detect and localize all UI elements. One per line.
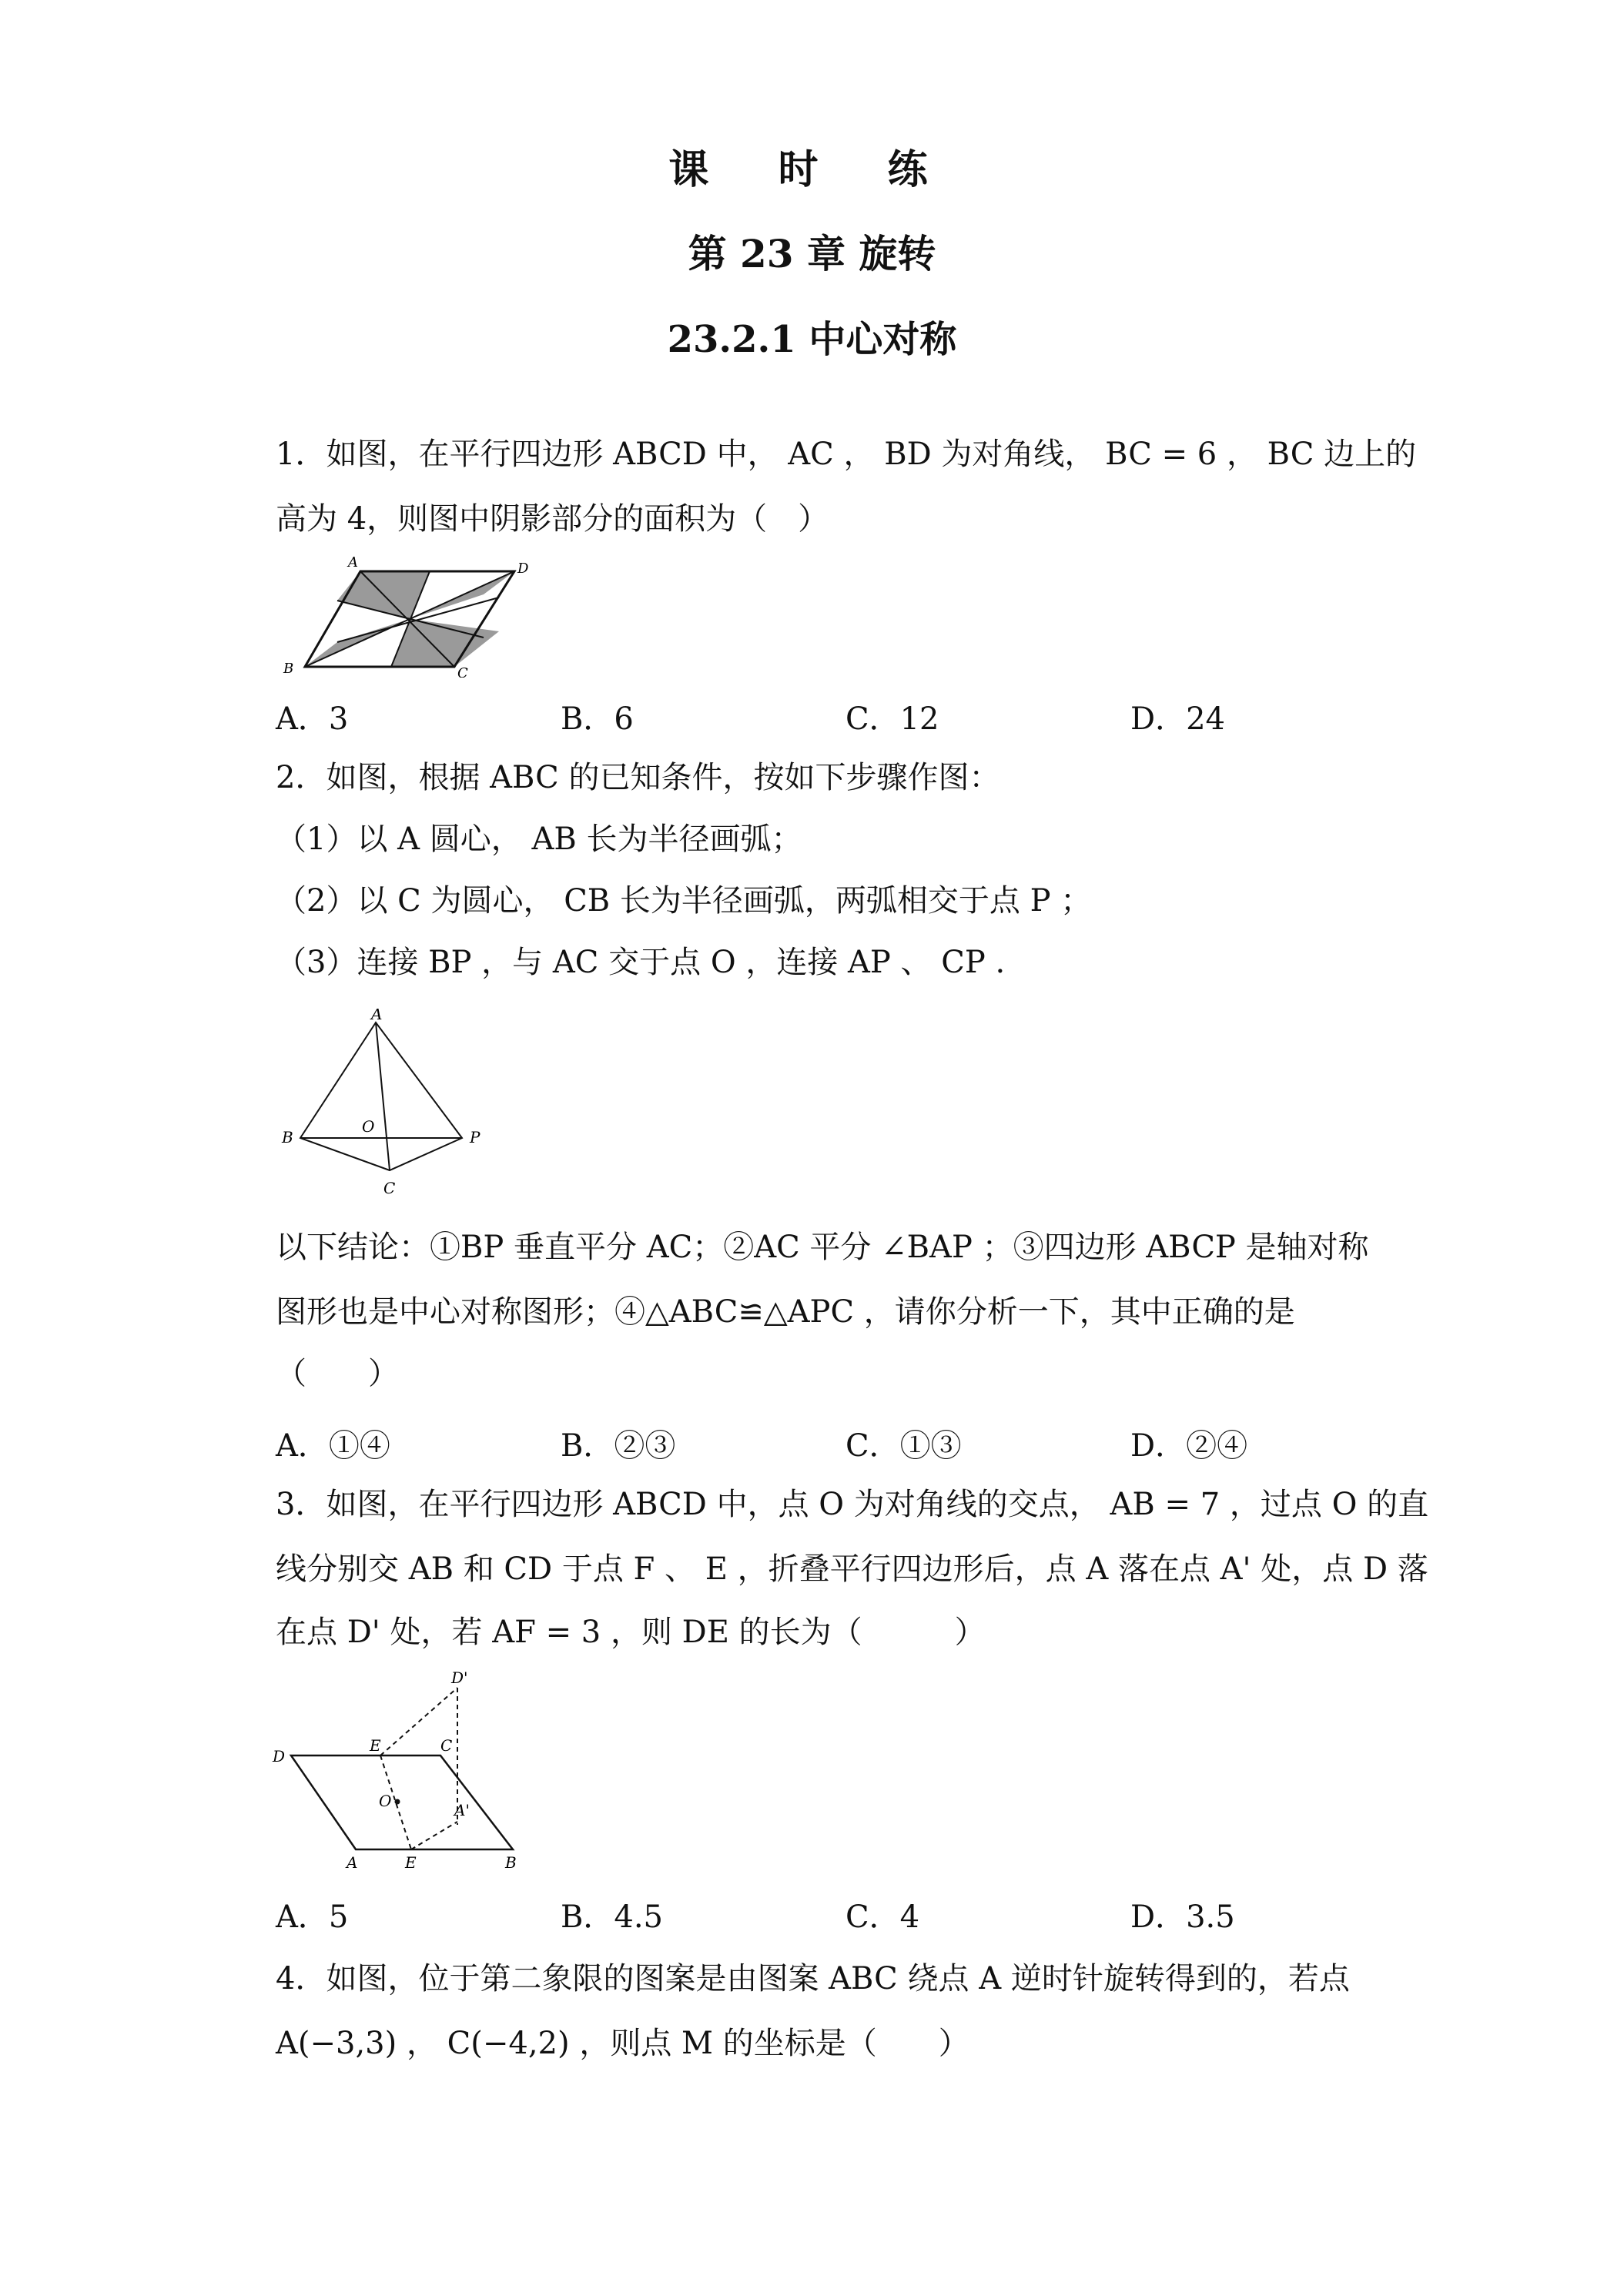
q2-kite xyxy=(300,1022,462,1170)
q3-label-aprime: A' xyxy=(454,1801,470,1819)
q3-option-b[interactable]: B．4.5 xyxy=(561,1899,664,1935)
q3-option-a[interactable]: A．5 xyxy=(276,1899,349,1935)
q2-option-a[interactable]: A．①④ xyxy=(276,1428,390,1464)
q3-label-b: B xyxy=(505,1853,517,1871)
q1-label-c: C xyxy=(457,665,468,678)
q3-label-o: O xyxy=(379,1792,392,1810)
q1-label-a: A xyxy=(348,554,358,571)
q3-label-d: D xyxy=(273,1747,286,1766)
q3-stem-line1: 3．如图，在平行四边形 ABCD 中，点 O 为对角线的交点， AB = 7 ，过点 O 的直 xyxy=(276,1487,1429,1522)
q3-label-dprime: D' xyxy=(451,1671,468,1687)
q2-label-b: B xyxy=(282,1128,293,1146)
worksheet-title: 课 时 练 xyxy=(668,146,956,193)
q4-stem-line1: 4．如图，位于第二象限的图案是由图案 ABC 绕点 A 逆时针旋转得到的，若点 xyxy=(276,1961,1350,1996)
q3-stem-line3: 在点 D' 处，若 AF = 3 ，则 DE 的长为（ ） xyxy=(276,1615,986,1650)
q1-label-b: B xyxy=(283,661,294,677)
q1-stem-line1: 1．如图，在平行四边形 ABCD 中， AC ， BD 为对角线， BC = 6 ， BC 边上的 xyxy=(276,437,1417,472)
q3-point-o xyxy=(395,1799,400,1805)
q2-kite-figure xyxy=(276,1009,507,1209)
q3-label-a: A xyxy=(347,1853,358,1871)
q3-label-e-top: E xyxy=(370,1736,381,1755)
q2-step3: （3）连接 BP ，与 AC 交于点 O ，连接 AP 、 CP . xyxy=(276,945,1006,980)
q1-option-d[interactable]: D．24 xyxy=(1130,701,1225,737)
q2-option-d[interactable]: D．②④ xyxy=(1130,1428,1248,1464)
q1-option-b[interactable]: B．6 xyxy=(561,701,634,737)
q2-label-c: C xyxy=(383,1179,396,1197)
q2-diagonal-ac xyxy=(376,1022,390,1170)
q2-option-b[interactable]: B．②③ xyxy=(561,1428,676,1464)
q1-parallelogram-figure xyxy=(276,554,537,678)
q3-label-c: C xyxy=(440,1736,453,1755)
q2-label-a: A xyxy=(371,1009,383,1023)
q2-stem-line1: 2．如图，根据 ABC 的已知条件，按如下步骤作图： xyxy=(276,760,1000,795)
q1-label-d: D xyxy=(517,561,529,577)
q2-conclusion-line3: （ ） xyxy=(276,1356,399,1391)
q2-conclusion-line1: 以下结论：①BP 垂直平分 AC；②AC 平分 ∠BAP ；③四边形 ABCP 是轴对称 xyxy=(276,1230,1369,1265)
q3-parallelogram xyxy=(291,1755,513,1849)
q3-stem-line2: 线分别交 AB 和 CD 于点 F 、 E ，折叠平行四边形后，点 A 落在点 A' 处，点 D 落 xyxy=(276,1551,1428,1587)
q2-option-c[interactable]: C．①③ xyxy=(845,1428,962,1464)
q3-option-c[interactable]: C．4 xyxy=(845,1899,920,1935)
q2-step2: （2）以 C 为圆心， CB 长为半径画弧，两弧相交于点 P ； xyxy=(276,883,1092,919)
q2-label-p: P xyxy=(470,1128,481,1146)
q2-conclusion-line2: 图形也是中心对称图形；④△ABC≌△APC ，请你分析一下，其中正确的是 xyxy=(276,1294,1295,1330)
q1-stem-line2: 高为 4，则图中阴影部分的面积为（ ） xyxy=(276,501,829,537)
q3-label-e-bottom: E xyxy=(405,1853,417,1871)
chapter-title: 第 23 章 旋转 xyxy=(688,231,936,276)
section-title: 23.2.1 中心对称 xyxy=(667,318,957,361)
q4-stem-line2: A(−3,3) ， C(−4,2) ，则点 M 的坐标是（ ） xyxy=(276,2026,969,2061)
q3-option-d[interactable]: D．3.5 xyxy=(1130,1899,1235,1935)
q3-fold-figure xyxy=(270,1671,531,1871)
q2-label-o: O xyxy=(362,1117,375,1136)
q2-step1: （1）以 A 圆心， AB 长为半径画弧； xyxy=(276,822,802,857)
q1-option-a[interactable]: A．3 xyxy=(276,701,349,737)
q1-option-c[interactable]: C．12 xyxy=(845,701,939,737)
q3-dashed-ea xyxy=(411,1822,457,1849)
